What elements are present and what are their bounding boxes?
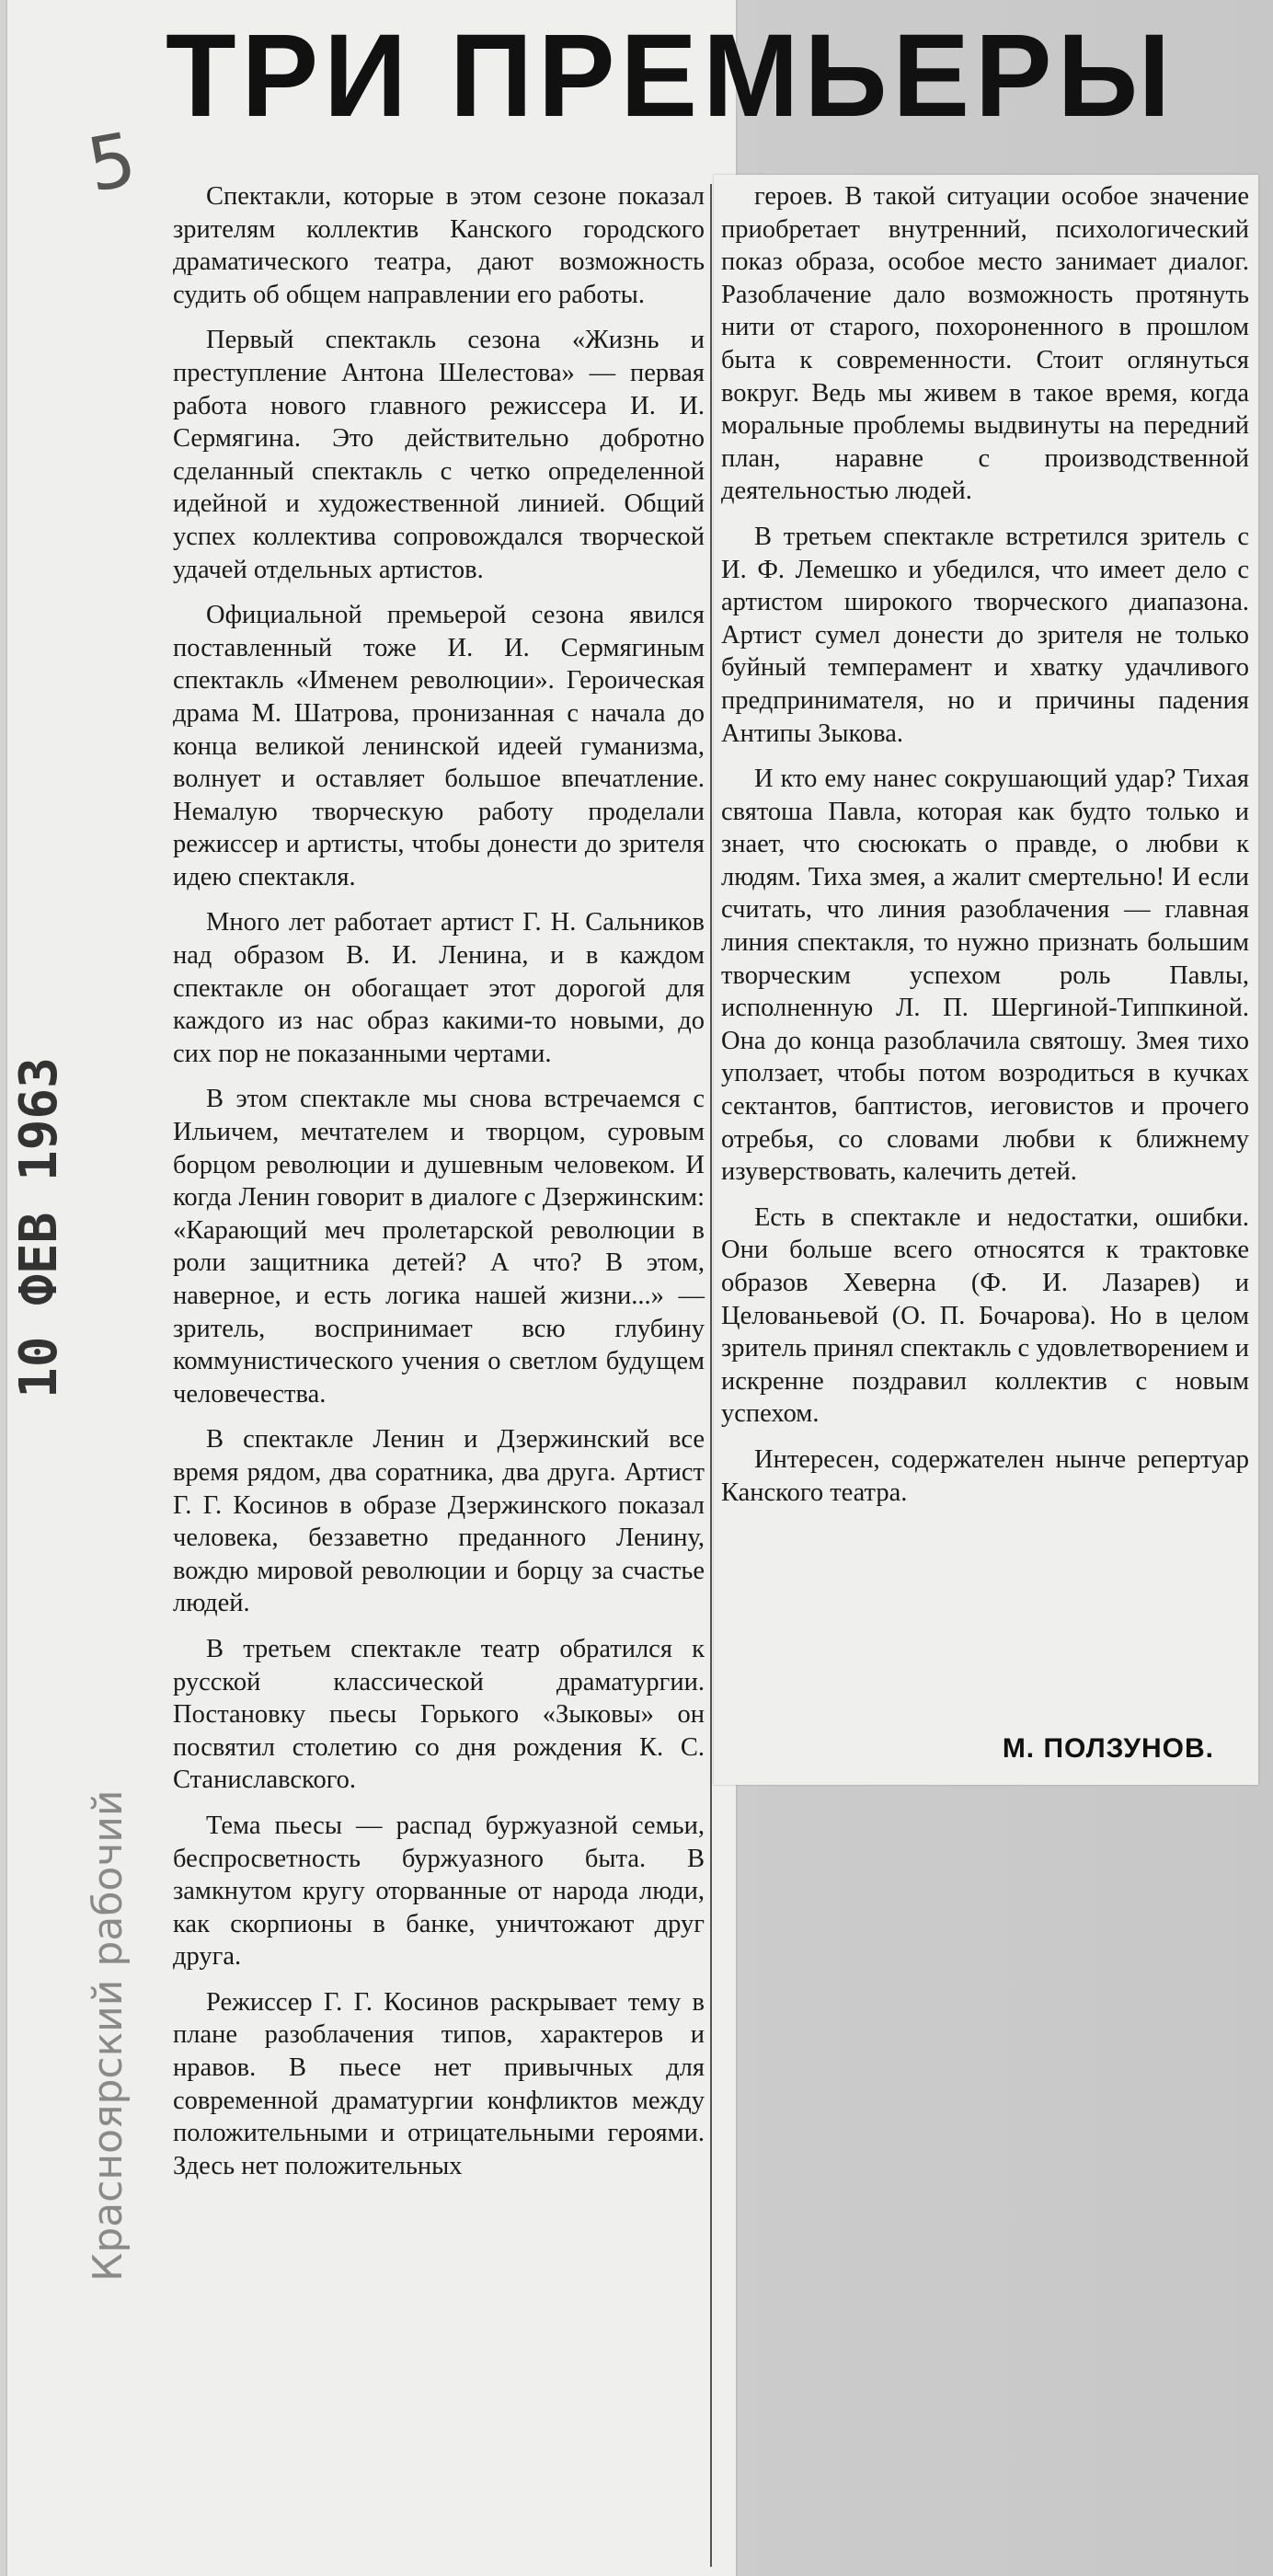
date-stamp: 10 ФЕВ 1963 bbox=[9, 1057, 69, 1398]
article-column-left bbox=[173, 180, 705, 2195]
paragraph: Есть в спектакле и недостатки, ошибки. Они больше всего относятся к трактовке образов Хеверна (Ф. И. Лазарев) и Целованьевой (О. П. Бочарова). Но в целом зритель принял спектакль с удовлетворением и искренне поздравил коллектив с новым успехом. bbox=[721, 1202, 1249, 1429]
paragraph: героев. В такой ситуации особое значение приобретает внутренний, психологический показ образа, особое место занимает диалог. Разоблачение дало возможность протянуть нити от старого, похороненного в прошлом быта к современности. Стоит оглянуться вокруг. Ведь мы живем в такое время, когда моральные проблемы выдвинуты на передний план, наравне с производственной деятельностью людей. bbox=[721, 182, 1249, 506]
author-signature: М. ПОЛЗУНОВ. bbox=[1002, 1733, 1214, 1764]
paragraph: И кто ему нанес сокрушающий удар? Тихая святоша Павла, которая как будто только и знает, что сюсюкать о правде, о любви к людям. Тиха змея, а жалит смертельно! И если считать, что линия разоблачения — главная линия спектакля, то нужно признать большим творческим успехом роль Павлы, исполненную Л. П. Шергиной-Типпкиной. Она до конца разоблачила святошу. Змея тихо уползает, чтобы потом возродиться в кучках сектантов, баптистов, иеговистов и прочего отребья, со словами любви к ближнему изуверствовать, калечить детей. bbox=[721, 765, 1249, 1187]
handwritten-page-number: 5 bbox=[81, 116, 143, 209]
column-divider bbox=[710, 184, 712, 2567]
paragraph: В спектакле Ленин и Дзержинский все время рядом, два соратника, два друга. Артист Г. Г. Косинов в образе Дзержинского показал человека, беззаветно преданного Ленину, вождю мировой революции и борцу за счастье людей. bbox=[173, 1425, 705, 1618]
paragraph: Первый спектакль сезона «Жизнь и преступление Антона Шелестова» — первая работа нового главного режиссера И. И. Сермягина. Это действительно добротно сделанный спектакль с четко определенной идейной и художественной линией. Общий успех коллектива сопровождался творческой удачей отдельных артистов. bbox=[173, 326, 705, 584]
paragraph: В третьем спектакле встретился зритель с И. Ф. Лемешко и убедился, что имеет дело с артистом широкого творческого диапазона. Артист сумел донести до зрителя не только буйный темперамент и хватку удачливого предпринимателя, но и причины падения Антипы Зыкова. bbox=[721, 522, 1249, 748]
article-headline: ТРИ ПРЕМЬЕРЫ bbox=[166, 10, 1176, 142]
newspaper-source-stamp: Красноярский рабочий bbox=[85, 1789, 132, 2282]
paragraph: Спектакли, которые в этом сезоне показал зрителям коллектив Канского городского драматического театра, дают возможность судить об общем направлении его работы. bbox=[173, 182, 705, 309]
paragraph: Режиссер Г. Г. Косинов раскрывает тему в плане разоблачения типов, характеров и нравов. В пьесе нет привычных для современной драматургии конфликтов между положительными и отрицательными героями. Здесь нет положительных bbox=[173, 1987, 705, 2180]
paragraph: Много лет работает артист Г. Н. Сальников над образом В. И. Ленина, и в каждом спектакле он обогащает этот дорогой для каждого из нас образ какими-то новыми, до сих пор не показанными чертами. bbox=[173, 908, 705, 1068]
article-column-right bbox=[721, 180, 1249, 1522]
paragraph: В третьем спектакле театр обратился к русской классической драматургии. Постановку пьесы Горького «Зыковы» он посвятил столетию со дня рождения К. С. Станиславского. bbox=[173, 1634, 705, 1795]
paragraph: В этом спектакле мы снова встречаемся с Ильичем, мечтателем и творцом, суровым борцом революции и душевным человеком. И когда Ленин говорит в диалоге с Дзержинским: «Карающий меч пролетарской революции в роли защитника детей? А что? В этом, наверное, и есть логика нашей жизни...» — зритель, воспринимает всю глубину коммунистического учения о светлом будущем человечества. bbox=[173, 1085, 705, 1409]
paragraph: Официальной премьерой сезона явился поставленный тоже И. И. Сермягиным спектакль «Именем революции». Героическая драма М. Шатрова, пронизанная с начала до конца великой ленинской идеей гуманизма, волнует и оставляет большое впечатление. Немалую творческую работу проделали режиссер и артисты, чтобы донести до зрителя идею спектакля. bbox=[173, 601, 705, 891]
paragraph: Тема пьесы — распад буржуазной семьи, беспросветность буржуазного быта. В замкнутом кругу оторванные от народа люди, как скорпионы в банке, уничтожают друг друга. bbox=[173, 1811, 705, 1972]
paragraph: Интересен, содержателен нынче репертуар Канского театра. bbox=[721, 1444, 1249, 1507]
